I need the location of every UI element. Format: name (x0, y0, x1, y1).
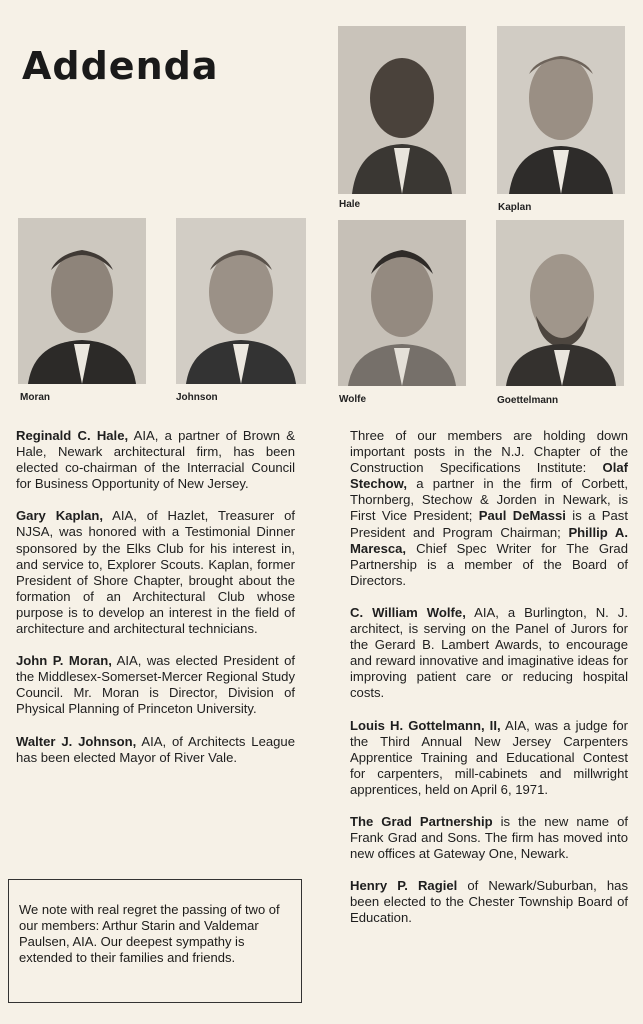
item-wolfe: C. William Wolfe, AIA, a Burlington, N. J. architect, is serving on the Panel of Jurors for the Gerard B. Lambert Awards, to encourage and reward innovative and imaginative ideas for improving patient care or reducing hospital costs. (350, 604, 628, 701)
item-csi: Three of our members are holding down important posts in the N.J. Chapter of the Construction Specifications Institute: Olaf Stechow, a partner in the firm of Corbett, Thornberg, Stechow & Jorden in Newark, is First Vice President; Paul DeMassi is a Past President and Program Chairman; Phillip A. Maresca, Chief Spec Writer for The Grad Partnership is a member of the Board of Directors. (350, 428, 628, 588)
photo-johnson (176, 218, 306, 384)
item-johnson: Walter J. Johnson, AIA, of Architects League has been elected Mayor of River Vale. (16, 733, 295, 765)
caption-goettelmann: Goettelmann (497, 395, 559, 406)
memorial-box (8, 879, 302, 1003)
photo-kaplan (497, 26, 625, 194)
photo-wolfe (338, 220, 466, 386)
photo-hale (338, 26, 466, 194)
caption-hale: Hale (339, 199, 361, 210)
left-column (16, 428, 295, 782)
item-grad-partnership: The Grad Partnership is the new name of Frank Grad and Sons. The firm has moved into new offices at Gateway One, Newark. (350, 813, 628, 862)
item-ragiel: Henry P. Ragiel of Newark/Suburban, has been elected to the Chester Township Board of Education. (350, 878, 628, 926)
caption-moran: Moran (20, 392, 50, 403)
item-moran: John P. Moran, AIA, was elected President of the Middlesex-Somerset-Mercer Regional Study Council. Mr. Moran is Director, Division of Physical Planning of Princeton University. (16, 653, 296, 717)
photo-goettelmann (496, 220, 624, 386)
caption-johnson: Johnson (176, 392, 218, 403)
caption-kaplan: Kaplan (498, 202, 532, 213)
page-title: Addenda (22, 44, 219, 88)
item-hale: Reginald C. Hale, AIA, a partner of Brown & Hale, Newark architectural firm, has been elected co-chairman of the Interracial Council for Business Opportunity of New Jersey. (16, 428, 295, 492)
caption-wolfe: Wolfe (339, 394, 367, 405)
photo-moran (18, 218, 146, 384)
item-gottelmann: Louis H. Gottelmann, II, AIA, was a judge for the Third Annual New Jersey Carpenters Apprentice Training and Educational Contest for carpenters, mill-cabinets and millwright apprentices, held on April 6, 1971. (350, 717, 628, 797)
memorial-text: We note with real regret the passing of two of our members: Arthur Starin and Valdemar Paulsen, AIA. Our deepest sympathy is extended to their families and friends. (19, 902, 280, 965)
item-kaplan: Gary Kaplan, AIA, of Hazlet, Treasurer of NJSA, was honored with a Testimonial Dinner sponsored by the Elks Club for his interest in, and service to, Explorer Scouts. Kaplan, former President of Shore Chapter, brought about the formation of an Architectural Club whose purpose is to develop an interest in the field of architecture and architectural technicians. (16, 508, 295, 637)
right-column (350, 428, 628, 943)
